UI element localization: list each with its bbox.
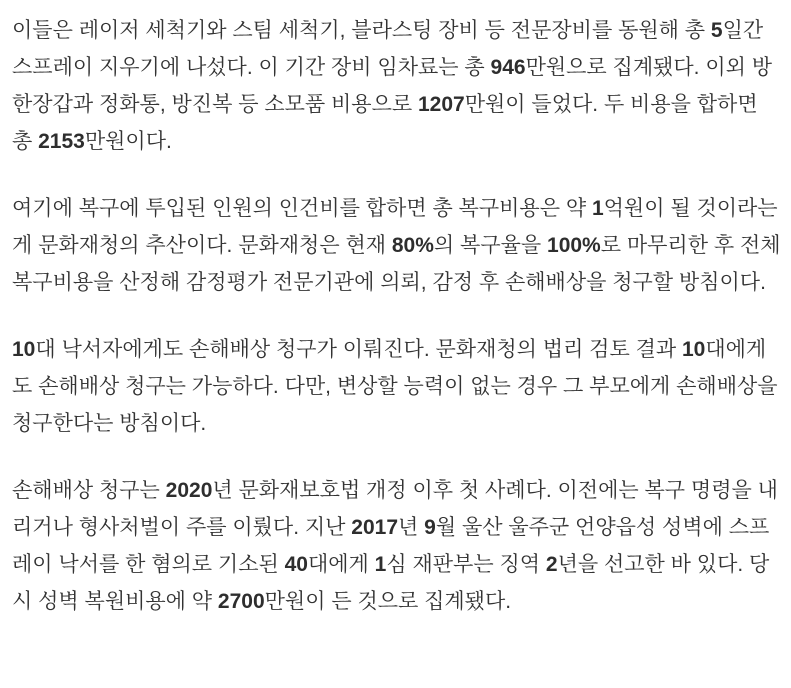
article-paragraph-4: 손해배상 청구는 2020년 문화재보호법 개정 이후 첫 사례다. 이전에는 복구 명령을 내리거나 형사처벌이 주를 이뤘다. 지난 2017년 9월 울산 울주군 언양읍성 성벽에 스프레이 낙서를 한 혐의로 기소된 40대에게 1심 재판부는 징역 2년을 선고한 바 있다. 당시 성벽 복원비용에 약 2700만원이 든 것으로 집계됐다. bbox=[12, 479, 778, 613]
article-paragraph-2: 여기에 복구에 투입된 인원의 인건비를 합하면 총 복구비용은 약 1억원이 될 것이라는 게 문화재청의 추산이다. 문화재청은 현재 80%의 복구율을 100%로 마무리한 후 전체 복구비용을 산정해 감정평가 전문기관에 의뢰, 감정 후 손해배상을 청구할 방침이다. bbox=[12, 197, 781, 294]
article-paragraph-3: 10대 낙서자에게도 손해배상 청구가 이뤄진다. 문화재청의 법리 검토 결과 10대에게도 손해배상 청구는 가능하다. 다만, 변상할 능력이 없는 경우 그 부모에게 손해배상을 청구한다는 방침이다. bbox=[12, 338, 778, 435]
article-paragraph-1: 이들은 레이저 세척기와 스팀 세척기, 블라스팅 장비 등 전문장비를 동원해 총 5일간 스프레이 지우기에 나섰다. 이 기간 장비 임차료는 총 946만원으로 집계됐다. 이외 방한장갑과 정화통, 방진복 등 소모품 비용으로 1207만원이 들었다. 두 비용을 합하면 총 2153만원이다. bbox=[12, 19, 773, 153]
